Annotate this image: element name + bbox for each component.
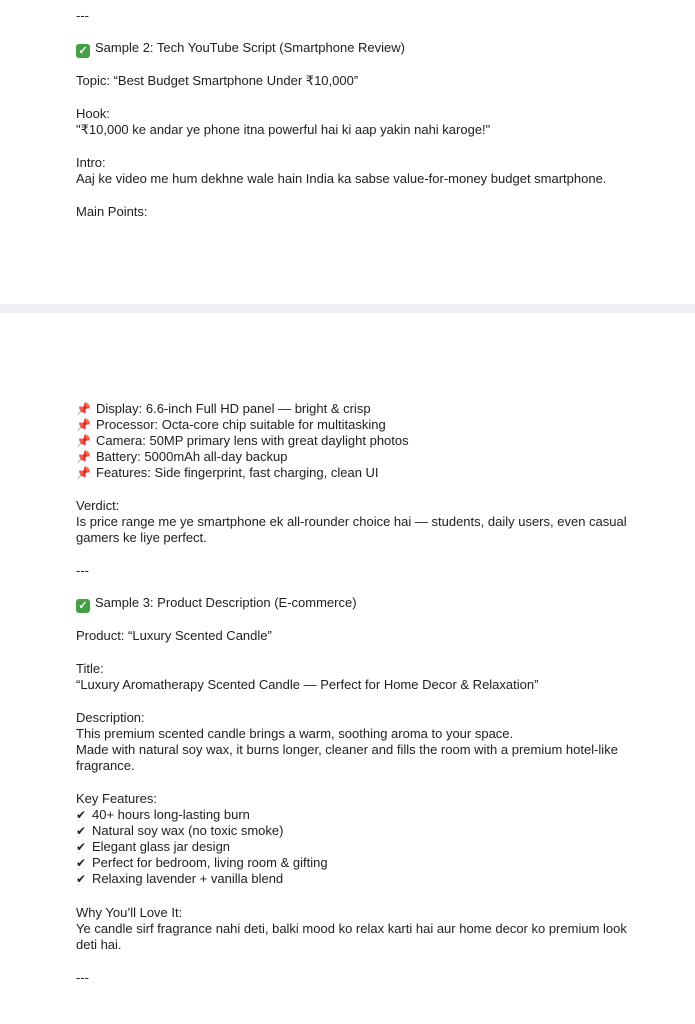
heavy-check-mark-icon: ✔ <box>76 824 87 838</box>
sample3-heading: ✓ Sample 3: Product Description (E-commerce) <box>76 595 357 613</box>
intro-label: Intro: <box>76 155 106 170</box>
feature-item: ✔ Perfect for bedroom, living room & gifting <box>76 855 328 870</box>
heavy-check-mark-icon: ✔ <box>76 856 87 870</box>
pushpin-icon: 📌 <box>76 434 91 448</box>
why-label: Why You’ll Love It: <box>76 905 183 920</box>
sample2-heading: ✓ Sample 2: Tech YouTube Script (Smartphone Review) <box>76 40 405 58</box>
verdict-text: gamers ke liye perfect. <box>76 530 207 545</box>
point-item: 📌 Display: 6.6-inch Full HD panel — bright & crisp <box>76 401 371 416</box>
heavy-check-mark-icon: ✔ <box>76 808 87 822</box>
hook-text: "₹10,000 ke andar ye phone itna powerful hai ki aap yakin nahi karoge!" <box>76 122 491 137</box>
feature-item: ✔ Relaxing lavender + vanilla blend <box>76 871 284 886</box>
divider: --- <box>76 563 89 578</box>
feature-item: ✔ Natural soy wax (no toxic smoke) <box>76 823 284 838</box>
description-label: Description: <box>76 710 145 725</box>
check-mark-icon: ✓ <box>76 599 90 613</box>
main-points-label: Main Points: <box>76 204 148 219</box>
document-page-2 <box>0 313 695 1024</box>
verdict-label: Verdict: <box>76 498 120 513</box>
intro-text: Aaj ke video me hum dekhne wale hain India ka sabse value-for-money budget smartphone. <box>76 171 607 186</box>
point-item: 📌 Features: Side fingerprint, fast charging, clean UI <box>76 465 379 480</box>
document-page-1 <box>0 0 695 304</box>
verdict-text: Is price range me ye smartphone ek all-rounder choice hai — students, daily users, even casual <box>76 514 627 529</box>
pushpin-icon: 📌 <box>76 402 91 416</box>
key-features-label: Key Features: <box>76 791 157 806</box>
point-item: 📌 Battery: 5000mAh all-day backup <box>76 449 288 464</box>
why-text: Ye candle sirf fragrance nahi deti, balki mood ko relax karti hai aur home decor ko premium look <box>76 921 627 936</box>
description-text: Made with natural soy wax, it burns longer, cleaner and fills the room with a premium hotel-like <box>76 742 618 757</box>
point-item: 📌 Camera: 50MP primary lens with great daylight photos <box>76 433 409 448</box>
heavy-check-mark-icon: ✔ <box>76 872 87 886</box>
hook-label: Hook: <box>76 106 110 121</box>
page-separator <box>0 304 695 313</box>
feature-item: ✔ 40+ hours long-lasting burn <box>76 807 250 822</box>
heavy-check-mark-icon: ✔ <box>76 840 87 854</box>
pushpin-icon: 📌 <box>76 418 91 432</box>
topic-line: Topic: “Best Budget Smartphone Under ₹10,000” <box>76 73 359 88</box>
divider: --- <box>76 970 89 985</box>
pushpin-icon: 📌 <box>76 450 91 464</box>
why-text: deti hai. <box>76 937 122 952</box>
pushpin-icon: 📌 <box>76 466 91 480</box>
description-text: fragrance. <box>76 758 135 773</box>
divider: --- <box>76 8 89 23</box>
title-text: “Luxury Aromatherapy Scented Candle — Perfect for Home Decor & Relaxation” <box>76 677 539 692</box>
title-label: Title: <box>76 661 104 676</box>
point-item: 📌 Processor: Octa-core chip suitable for multitasking <box>76 417 386 432</box>
feature-item: ✔ Elegant glass jar design <box>76 839 231 854</box>
product-line: Product: “Luxury Scented Candle” <box>76 628 272 643</box>
description-text: This premium scented candle brings a warm, soothing aroma to your space. <box>76 726 514 741</box>
check-mark-icon: ✓ <box>76 44 90 58</box>
